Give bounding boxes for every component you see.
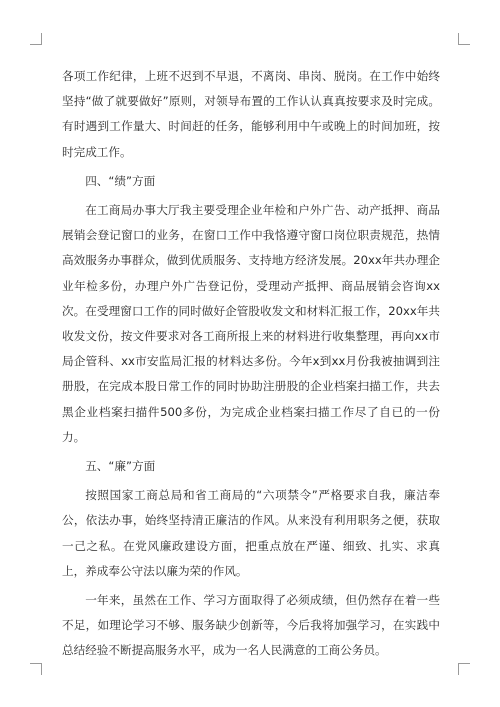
page-corner-mark-top-left xyxy=(30,33,42,45)
paragraph-work-discipline: 各项工作纪律，上班不迟到不早退，不离岗、串岗、脱岗。在工作中始终坚持“做了就要做好”原则，对领导布置的工作认认真真按要求及时完成。有时遇到工作量大、时间赶的任务，能够利用中午或晚上的时间加班，按时完成工作。 xyxy=(62,69,440,159)
section-heading-performance: 四、“绩”方面 xyxy=(85,173,156,188)
paragraph-performance: 在工商局办事大厅我主要受理企业年检和户外广告、动产抵押、商品展销会登记窗口的业务，在窗口工作中我恪遵守窗口岗位职责规范，热情高效服务办事群众，做到优质服务、支持地方经济发展。20xx年共办理企业年检多份，办理户外广告登记份，受理动产抵押、商品展销会咨询xx次。在受理窗口工作的同时做好企管股收发文和材料汇报工作，20xx年共收发文份，按文件要求对各工商所报上来的材料进行收集整理，再向xx市局企管科、xx市安监局汇报的材料达多份。今年x到xx月份我被抽调到注册股，在完成本股日常工作的同时协助注册股的企业档案扫描工作，共去黑企业档案扫描件500多份，为完成企业档案扫描工作尽了自已的一份力。 xyxy=(62,203,440,444)
document-body xyxy=(62,64,440,664)
page-corner-mark-top-right xyxy=(458,33,470,45)
section-heading-integrity: 五、“廉”方面 xyxy=(85,459,156,474)
page-corner-mark-bottom-left xyxy=(30,663,42,675)
page-corner-mark-bottom-right xyxy=(458,663,470,675)
paragraph-integrity: 按照国家工商总局和省工商局的“六项禁令”严格要求自我，廉洁奉公，依法办事，始终坚持清正廉洁的作风。从来没有利用职务之便，获取一己之私。在党风廉政建设方面，把重点放在严谨、细致、扎实、求真上，养成奉公守法以廉为荣的作风。 xyxy=(62,488,440,578)
paragraph-summary: 一年来，虽然在工作、学习方面取得了必须成绩，但仍然存在着一些不足，如理论学习不够、服务缺少创新等，今后我将加强学习，在实践中总结经验不断提高服务水平，成为一名人民满意的工商公务员。 xyxy=(62,593,440,658)
